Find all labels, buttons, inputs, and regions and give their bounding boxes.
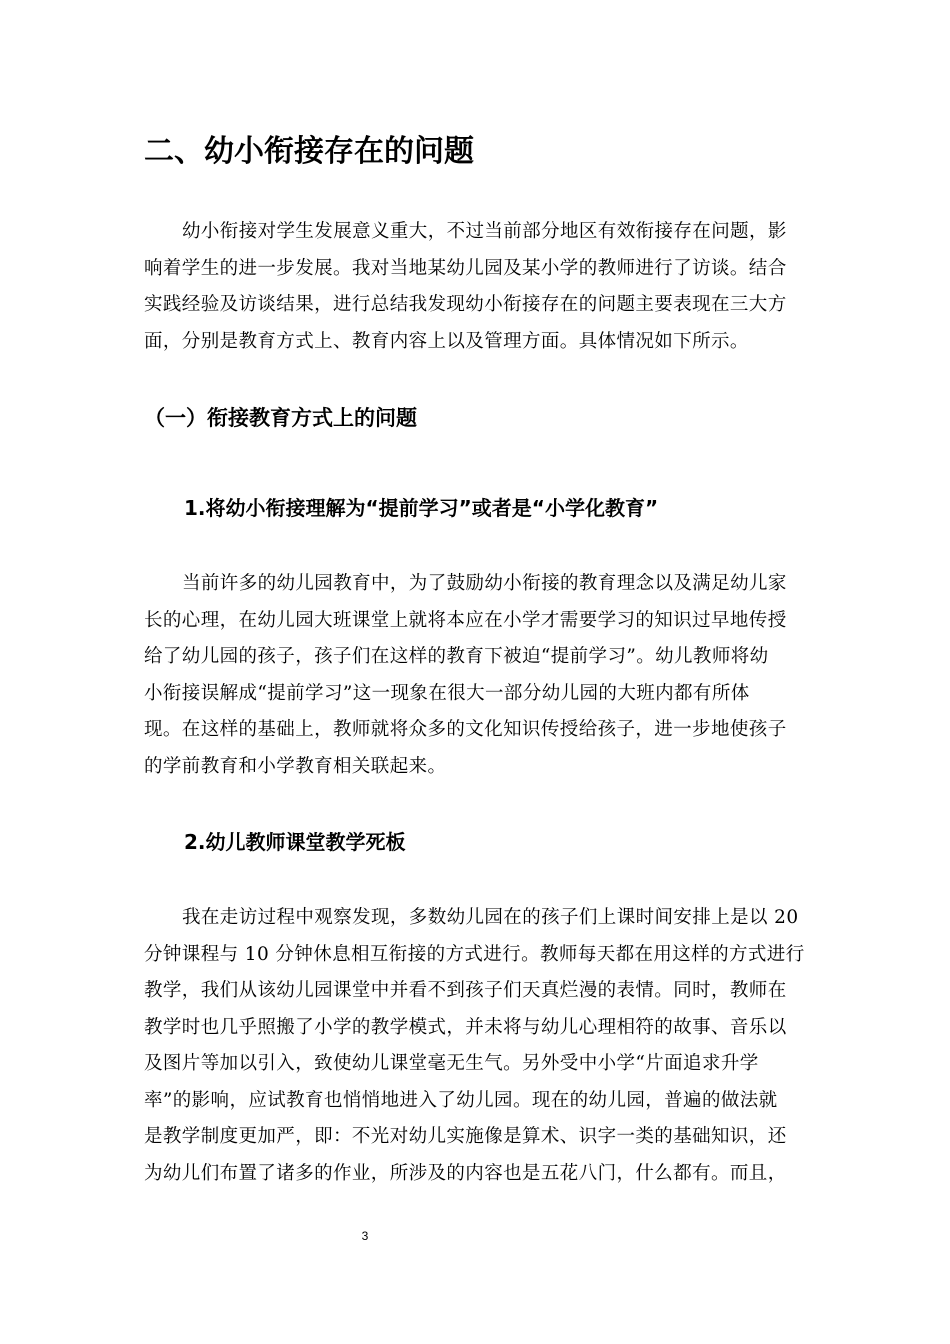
paragraph-line: 教学时也几乎照搬了小学的教学模式，并未将与幼儿心理相符的故事、音乐以 [144, 1016, 787, 1038]
paragraph-line: 为幼儿们布置了诸多的作业，所涉及的内容也是五花八门，什么都有。而且， [144, 1162, 787, 1184]
paragraph-line: 的学前教育和小学教育相关联起来。 [144, 755, 447, 777]
paragraph-line: 当前许多的幼儿园教育中，为了鼓励幼小衔接的教育理念以及满足幼儿家 [182, 573, 787, 594]
subsection-heading-2: 2.幼儿教师课堂教学死板 [184, 830, 406, 854]
paragraph-line: 教学，我们从该幼儿园课堂中并看不到孩子们天真烂漫的表情。同时，教师在 [144, 980, 787, 1001]
paragraph-line: 幼小衔接对学生发展意义重大，不过当前部分地区有效衔接存在问题，影 [182, 221, 787, 242]
paragraph-line: 是教学制度更加严，即：不光对幼儿实施像是算术、识字一类的基础知识，还 [144, 1126, 787, 1147]
paragraph-line: 率”的影响，应试教育也悄悄地进入了幼儿园。现在的幼儿园，普遍的做法就 [144, 1089, 778, 1111]
paragraph-line: 实践经验及访谈结果，进行总结我发现幼小衔接存在的问题主要表现在三大方 [144, 294, 787, 315]
section-heading: （一）衔接教育方式上的问题 [144, 406, 417, 430]
paragraph-line: 小衔接误解成“提前学习”这一现象在很大一部分幼儿园的大班内都有所体 [144, 682, 750, 704]
paragraph-line: 现。在这样的基础上，教师就将众多的文化知识传授给孩子，进一步地使孩子 [144, 719, 787, 740]
main-heading: 二、幼小衔接存在的问题 [144, 134, 474, 169]
paragraph-line: 给了幼儿园的孩子，孩子们在这样的教育下被迫“提前学习”。幼儿教师将幼 [144, 646, 769, 667]
paragraph-line: 我在走访过程中观察发现，多数幼儿园在的孩子们上课时间安排上是以 20 [182, 907, 799, 928]
paragraph-line: 面，分别是教育方式上、教育内容上以及管理方面。具体情况如下所示。 [144, 330, 749, 352]
subsection-2-paragraph [144, 900, 809, 1192]
subsection-heading-1: 1.将幼小衔接理解为“提前学习”或者是“小学化教育” [184, 496, 659, 520]
paragraph-line: 分钟课程与 10 分钟休息相互衔接的方式进行。教师每天都在用这样的方式进行 [144, 943, 805, 965]
page-number: 3 [361, 1229, 369, 1243]
paragraph-line: 长的心理，在幼儿园大班课堂上就将本应在小学才需要学习的知识过早地传授 [144, 609, 787, 631]
intro-paragraph [144, 214, 809, 360]
subsection-1-paragraph [144, 566, 809, 785]
paragraph-line: 响着学生的进一步发展。我对当地某幼儿园及某小学的教师进行了访谈。结合 [144, 257, 787, 279]
paragraph-line: 及图片等加以引入，致使幼儿课堂毫无生气。另外受中小学“片面追求升学 [144, 1053, 759, 1074]
